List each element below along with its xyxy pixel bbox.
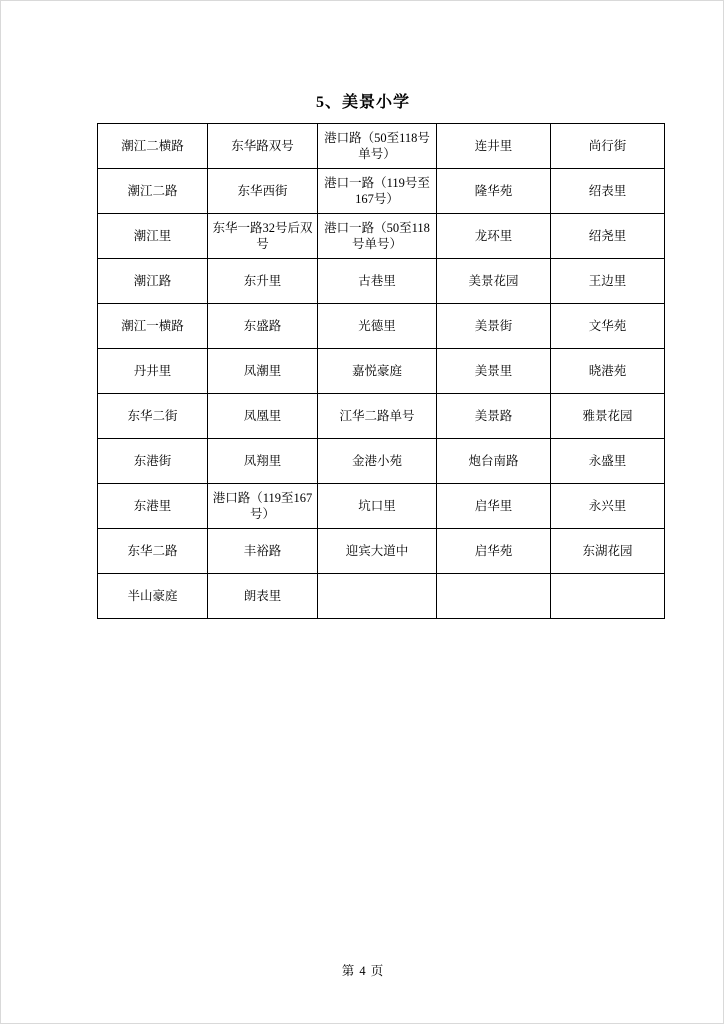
table-cell: 半山豪庭 bbox=[98, 574, 208, 619]
table-cell: 永兴里 bbox=[551, 484, 665, 529]
table-cell: 文华苑 bbox=[551, 304, 665, 349]
table-cell: 美景路 bbox=[437, 394, 551, 439]
table-row bbox=[98, 574, 665, 619]
table-cell: 迎宾大道中 bbox=[318, 529, 437, 574]
table-row bbox=[98, 394, 665, 439]
table-cell bbox=[318, 574, 437, 619]
table-cell: 潮江路 bbox=[98, 259, 208, 304]
table-cell bbox=[437, 574, 551, 619]
table-cell: 美景花园 bbox=[437, 259, 551, 304]
table-cell: 隆华苑 bbox=[437, 169, 551, 214]
table-cell: 雅景花园 bbox=[551, 394, 665, 439]
street-list-table bbox=[97, 123, 665, 619]
table-cell: 龙环里 bbox=[437, 214, 551, 259]
table-cell: 美景街 bbox=[437, 304, 551, 349]
table-cell: 丹井里 bbox=[98, 349, 208, 394]
table-row bbox=[98, 169, 665, 214]
table-cell: 凤凰里 bbox=[208, 394, 318, 439]
table-row bbox=[98, 529, 665, 574]
page-title: 5、美景小学 bbox=[315, 94, 410, 111]
table-cell: 晓港苑 bbox=[551, 349, 665, 394]
table-cell: 港口路（50至118号单号） bbox=[318, 124, 437, 169]
table-cell: 潮江里 bbox=[98, 214, 208, 259]
table-cell: 港口一路（50至118号单号） bbox=[318, 214, 437, 259]
table-cell: 港口一路（119号至167号） bbox=[318, 169, 437, 214]
table-cell: 绍尧里 bbox=[551, 214, 665, 259]
table-row bbox=[98, 484, 665, 529]
table-cell: 港口路（119至167号） bbox=[208, 484, 318, 529]
table-cell: 东盛路 bbox=[208, 304, 318, 349]
table-cell: 东湖花园 bbox=[551, 529, 665, 574]
table-cell bbox=[551, 574, 665, 619]
table-cell: 绍表里 bbox=[551, 169, 665, 214]
table-cell: 江华二路单号 bbox=[318, 394, 437, 439]
table-row bbox=[98, 439, 665, 484]
table-cell: 东华路双号 bbox=[208, 124, 318, 169]
table-cell: 朗表里 bbox=[208, 574, 318, 619]
table-cell: 潮江二横路 bbox=[98, 124, 208, 169]
table-cell: 凤翔里 bbox=[208, 439, 318, 484]
table-cell: 美景里 bbox=[437, 349, 551, 394]
table-row bbox=[98, 214, 665, 259]
table-cell: 光德里 bbox=[318, 304, 437, 349]
table-cell: 王边里 bbox=[551, 259, 665, 304]
table-cell: 潮江一横路 bbox=[98, 304, 208, 349]
table-row bbox=[98, 304, 665, 349]
table-cell: 尚行街 bbox=[551, 124, 665, 169]
table-row bbox=[98, 349, 665, 394]
table-cell: 嘉悦豪庭 bbox=[318, 349, 437, 394]
table-cell: 丰裕路 bbox=[208, 529, 318, 574]
table-cell: 古巷里 bbox=[318, 259, 437, 304]
table-cell: 潮江二路 bbox=[98, 169, 208, 214]
page-footer: 第 4 页 bbox=[341, 964, 385, 978]
street-list-table-wrap bbox=[97, 123, 633, 619]
table-cell: 东华二路 bbox=[98, 529, 208, 574]
table-cell: 金港小苑 bbox=[318, 439, 437, 484]
table-cell: 连井里 bbox=[437, 124, 551, 169]
table-cell: 东港街 bbox=[98, 439, 208, 484]
table-row bbox=[98, 124, 665, 169]
table-row bbox=[98, 259, 665, 304]
table-cell: 启华里 bbox=[437, 484, 551, 529]
table-cell: 永盛里 bbox=[551, 439, 665, 484]
table-cell: 东华西街 bbox=[208, 169, 318, 214]
table-cell: 东华二街 bbox=[98, 394, 208, 439]
table-cell: 启华苑 bbox=[437, 529, 551, 574]
table-cell: 东华一路32号后双号 bbox=[208, 214, 318, 259]
table-cell: 东升里 bbox=[208, 259, 318, 304]
table-cell: 凤潮里 bbox=[208, 349, 318, 394]
table-cell: 炮台南路 bbox=[437, 439, 551, 484]
table-cell: 坑口里 bbox=[318, 484, 437, 529]
table-cell: 东港里 bbox=[98, 484, 208, 529]
